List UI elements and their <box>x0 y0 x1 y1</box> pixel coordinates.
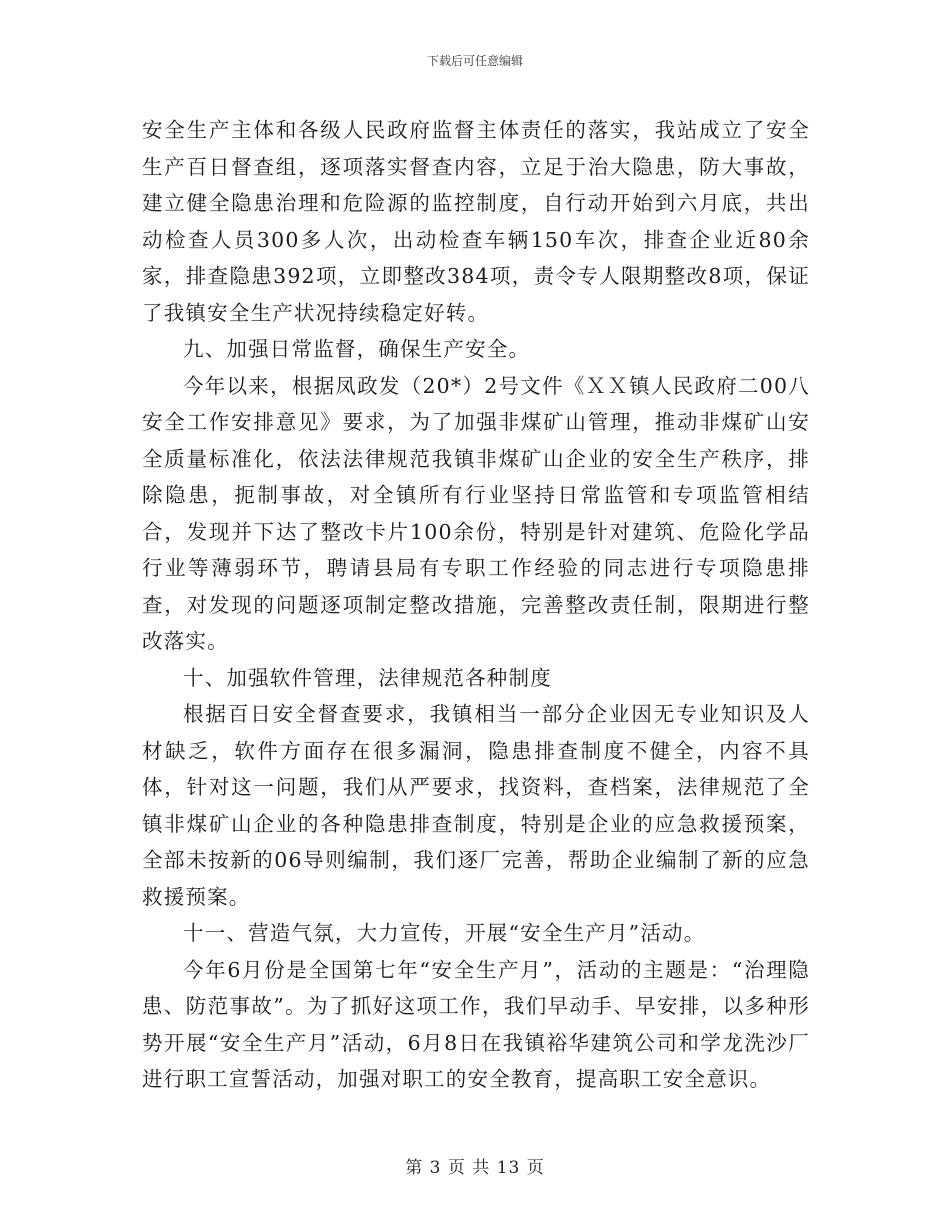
paragraph-4: 今年6月份是全国第七年“安全生产月”，活动的主题是：“治理隐患、防范事故”。为了抓好这项工作，我们早动手、早安排，以多种形势开展“安全生产月”活动，6月8日在我镇裕华建筑公司和学龙洗沙厂进行职工宣誓活动，加强对职工的安全教育，提高职工安全意识。 <box>142 957 810 1091</box>
paragraph-2: 今年以来，根据凤政发（20*）2号文件《ＸＸ镇人民政府二00八安全工作安排意见》要求，为了加强非煤矿山管理，推动非煤矿山安全质量标准化，依法法律规范我镇非煤矿山企业的安全生产秩序，排除隐患，扼制事故，对全镇所有行业坚持日常监管和专项监管相结合，发现并下达了整改卡片100余份，特别是针对建筑、危险化学品行业等薄弱环节，聘请县局有专职工作经验的同志进行专项隐患排查，对发现的问题逐项制定整改措施，完善整改责任制，限期进行整改落实。 <box>142 373 810 653</box>
section-heading-11: 十一、营造气氛，大力宣传，开展“安全生产月”活动。 <box>183 921 706 945</box>
page-header-note: 下载后可任意编辑 <box>426 54 523 68</box>
section-heading-10: 十、加强软件管理，法律规范各种制度 <box>183 665 552 690</box>
section-heading-9: 九、加强日常监督，确保生产安全。 <box>183 337 531 361</box>
document-body <box>142 112 810 1098</box>
page-number: 第 3 页 共 13 页 <box>405 1158 545 1178</box>
paragraph-3: 根据百日安全督查要求，我镇相当一部分企业因无专业知识及人材缺乏，软件方面存在很多漏洞，隐患排查制度不健全，内容不具体，针对这一问题，我们从严要求，找资料，查档案，法律规范了全镇非煤矿山企业的各种隐患排查制度，特别是企业的应急救援预案，全部未按新的06导则编制，我们逐厂完善，帮助企业编制了新的应急救援预案。 <box>142 702 810 909</box>
paragraph-1: 安全生产主体和各级人民政府监督主体责任的落实，我站成立了安全生产百日督查组，逐项落实督查内容，立足于治大隐患，防大事故，建立健全隐患治理和危险源的监控制度，自行动开始到六月底，共出动检查人员300多人次，出动检查车辆150车次，排查企业近80余家，排查隐患392项，立即整改384项，责令专人限期整改8项，保证了我镇安全生产状况持续稳定好转。 <box>142 118 810 325</box>
